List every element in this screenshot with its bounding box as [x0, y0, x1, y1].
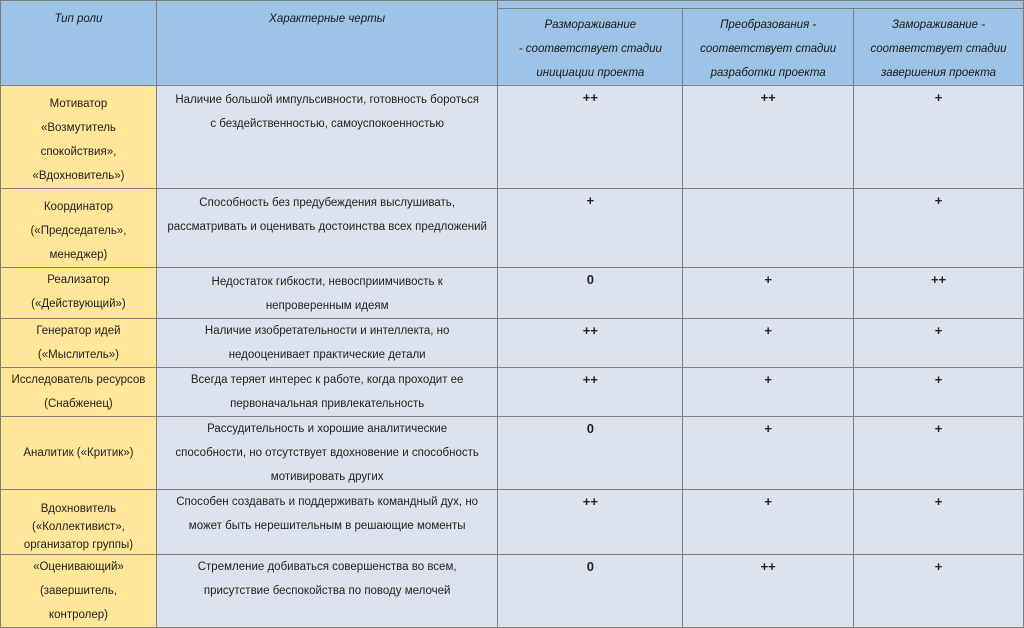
role-line: «Возмутитель [40, 122, 116, 134]
role-line: Аналитик («Критик») [23, 447, 134, 459]
role-cell [1, 368, 157, 417]
traits-line: Недостаток гибкости, невосприимчивость к [211, 276, 443, 288]
role-line: Реализатор [47, 274, 110, 286]
stage2-mark: + [683, 268, 854, 319]
table-row [1, 490, 1024, 555]
role-line: (завершитель, [39, 585, 117, 597]
header-stage-1 [498, 9, 683, 86]
traits-line: с бездейственностью, самоуспокоенностью [210, 118, 444, 130]
traits-line: первоначальная привлекательность [230, 398, 425, 410]
role-cell [1, 86, 157, 189]
traits-line: непроверенным идеям [265, 300, 389, 312]
traits-line: способности, но отсутствует вдохновение и способность [175, 447, 479, 459]
role-cell [1, 319, 157, 368]
role-line: Координатор [43, 201, 114, 213]
role-line: («Коллективист», [31, 521, 125, 533]
header-traits [156, 1, 498, 86]
table-row [1, 319, 1024, 368]
traits-line: мотивировать других [270, 471, 384, 483]
stage3-line3: завершения проекта [881, 67, 997, 79]
header-traits-text: Характерные черты [269, 13, 386, 25]
role-line: (Снабженец) [44, 398, 113, 410]
table-row [1, 268, 1024, 319]
role-line: («Председатель», [30, 225, 127, 237]
stage3-line1: Замораживание - [891, 19, 986, 31]
stage2-line2: соответствует стадии [700, 43, 837, 55]
header-stage-3 [854, 9, 1024, 86]
stage2-mark: ++ [683, 86, 854, 189]
traits-line: Наличие большой импульсивности, готовность бороться [175, 94, 479, 106]
traits-line: Стремление добиваться совершенства во всем, [197, 561, 457, 573]
table-row [1, 86, 1024, 189]
stage2-line3: разработки проекта [710, 67, 826, 79]
role-cell [1, 417, 157, 490]
role-line: «Оценивающий» [33, 561, 124, 573]
stage2-line1: Преобразования - [720, 19, 817, 31]
stage3-mark: + [854, 555, 1024, 628]
stage1-mark: + [498, 189, 683, 268]
traits-line: может быть нерешительным в решающие моменты [188, 520, 466, 532]
stage2-mark: + [683, 368, 854, 417]
stage3-mark: + [854, 189, 1024, 268]
role-line: Генератор идей [36, 325, 121, 337]
stage2-mark [683, 189, 854, 268]
traits-line: Наличие изобретательности и интеллекта, но [204, 325, 450, 337]
stage3-mark: + [854, 368, 1024, 417]
role-line: «Вдохновитель») [32, 170, 125, 182]
header-role [1, 1, 157, 86]
stage1-mark: ++ [498, 319, 683, 368]
role-line: Вдохновитель [40, 503, 117, 515]
traits-cell [156, 490, 498, 555]
role-cell [1, 555, 157, 628]
traits-cell [156, 417, 498, 490]
role-cell [1, 268, 157, 319]
role-line: Исследователь ресурсов [11, 374, 146, 386]
stage1-mark: ++ [498, 368, 683, 417]
stage3-mark: ++ [854, 268, 1024, 319]
table-row [1, 368, 1024, 417]
role-line: Мотиватор [49, 98, 108, 110]
stage1-mark: ++ [498, 86, 683, 189]
traits-cell [156, 368, 498, 417]
traits-line: Рассудительность и хорошие аналитические [207, 423, 448, 435]
stage1-line2: - соответствует стадии [518, 43, 662, 55]
stage1-mark: ++ [498, 490, 683, 555]
role-line: («Действующий») [31, 298, 126, 310]
traits-line: Всегда теряет интерес к работе, когда проходит ее [190, 374, 464, 386]
stage2-mark: + [683, 490, 854, 555]
stage2-mark: ++ [683, 555, 854, 628]
traits-line: рассматривать и оценивать достоинства всех предложений [167, 221, 487, 233]
stage2-mark: + [683, 319, 854, 368]
role-line: менеджер) [49, 249, 108, 261]
stage3-line2: соответствует стадии [870, 43, 1007, 55]
traits-line: Способность без предубеждения выслушивать, [199, 197, 455, 209]
table-row [1, 189, 1024, 268]
traits-line: Способен создавать и поддерживать командный дух, но [176, 496, 479, 508]
role-line: спокойствия», [40, 146, 117, 158]
table-row [1, 417, 1024, 490]
role-cell [1, 490, 157, 555]
stage2-mark: + [683, 417, 854, 490]
stage1-mark: 0 [498, 268, 683, 319]
table-row [1, 555, 1024, 628]
role-line: контролер) [48, 609, 108, 621]
traits-line: присутствие беспокойства по поводу мелочей [203, 585, 451, 597]
header-stage-group [498, 1, 1024, 9]
header-role-text: Тип роли [54, 13, 103, 25]
role-line: («Мыслитель») [37, 349, 119, 361]
stage3-mark: + [854, 417, 1024, 490]
stage1-line3: инициации проекта [536, 67, 645, 79]
stage3-mark: + [854, 319, 1024, 368]
traits-cell [156, 86, 498, 189]
traits-cell [156, 319, 498, 368]
stage1-mark: 0 [498, 555, 683, 628]
role-line: организатор группы) [23, 539, 134, 551]
traits-cell [156, 189, 498, 268]
traits-cell [156, 555, 498, 628]
stage3-mark: + [854, 86, 1024, 189]
traits-cell [156, 268, 498, 319]
stage1-line1: Размораживание [544, 19, 637, 31]
stage1-mark: 0 [498, 417, 683, 490]
role-cell [1, 189, 157, 268]
stage3-mark: + [854, 490, 1024, 555]
traits-line: недооценивает практические детали [228, 349, 426, 361]
header-stage-2 [683, 9, 854, 86]
